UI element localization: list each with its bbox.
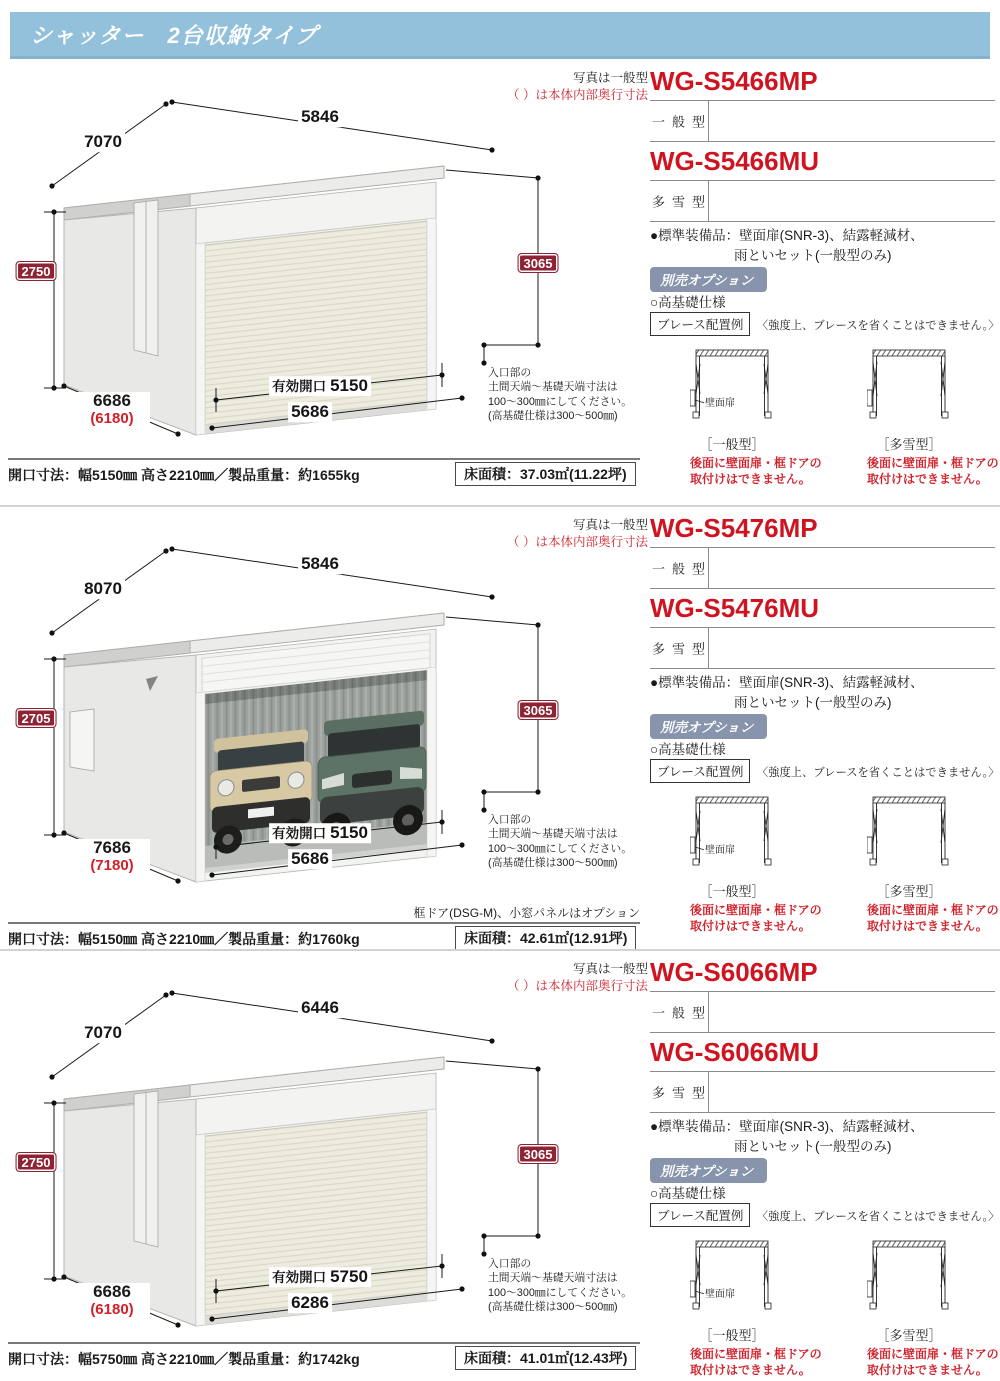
floor-plan-general bbox=[690, 348, 774, 428]
photo-note bbox=[420, 70, 648, 104]
standard-equipment-line2: 雨といセット(一般型のみ) bbox=[734, 247, 892, 263]
brace-diagram-snow bbox=[867, 795, 951, 875]
photo-note-line2: （ ）は本体内部奥行寸法 bbox=[507, 534, 648, 549]
wall-door-label: 壁面扉 bbox=[704, 394, 736, 409]
type-row-general bbox=[650, 547, 995, 589]
sections-container bbox=[0, 60, 1000, 1381]
wall-door-label: 壁面扉 bbox=[704, 1285, 736, 1300]
spec-text: 開口寸法：幅5150㎜ 高さ2210㎜／製品重量：約1760kg bbox=[8, 931, 360, 947]
photo-note-line1: 写真は一般型 bbox=[572, 518, 648, 532]
standard-equipment bbox=[650, 673, 1000, 712]
photo-note bbox=[420, 517, 648, 551]
dimension-right-height: 3065 bbox=[518, 1144, 559, 1164]
diagram-caption-general: ［一般型］ bbox=[699, 884, 765, 899]
dimension-top-width: 5846 bbox=[298, 107, 342, 127]
diagram-caption-snow: ［多雪型］ bbox=[876, 437, 942, 452]
standard-equipment-line1: ●標準装備品：壁面扉(SNR-3)、結露軽減材、 bbox=[650, 228, 924, 243]
standard-equipment-line2: 雨といセット(一般型のみ) bbox=[734, 1138, 892, 1154]
type-row-general bbox=[650, 100, 995, 142]
diagram-caption-snow: ［多雪型］ bbox=[876, 884, 942, 899]
floor-plan-snow bbox=[867, 795, 951, 875]
dimension-bottom-width: 5686 bbox=[288, 402, 332, 422]
diagram-caption-general: ［一般型］ bbox=[699, 437, 765, 452]
type-row-snow bbox=[650, 1071, 995, 1113]
spec-text: 開口寸法：幅5750㎜ 高さ2210㎜／製品重量：約1742kg bbox=[8, 1351, 360, 1367]
model-number-snow: WG-S5466MU bbox=[650, 146, 820, 176]
floor-area-box: 床面積：41.01㎡(12.43坪) bbox=[455, 1346, 636, 1370]
dimension-effective-opening: 有効開口 5150 bbox=[269, 823, 371, 843]
dimension-bottom-depth: 7686 (7180) bbox=[74, 839, 150, 874]
photo-note-line2: （ ）は本体内部奥行寸法 bbox=[507, 87, 648, 102]
floor-area-box: 床面積：42.61㎡(12.91坪) bbox=[455, 926, 636, 950]
product-section bbox=[0, 949, 1000, 1381]
entrance-note: 入口部の 土間天端～基礎天端寸法は 100～300㎜にしてください。 (高基礎仕様は300～500㎜) bbox=[488, 367, 632, 422]
option-extra-note: 框ドア(DSG-M)、小窓パネルはオプション bbox=[413, 906, 640, 920]
type-row-general bbox=[650, 991, 995, 1033]
brace-row bbox=[650, 312, 1000, 336]
garage-illustration bbox=[0, 951, 650, 1351]
garage-illustration bbox=[0, 507, 650, 907]
dimension-top-width: 5846 bbox=[298, 554, 342, 574]
dimension-bottom-width: 6286 bbox=[288, 1293, 332, 1313]
product-section bbox=[0, 505, 1000, 949]
type-label-snow: 多雪型 bbox=[652, 1085, 713, 1101]
rear-warning-snow: 後面に壁面扉・框ドアの 取付けはできません。 bbox=[867, 1347, 999, 1378]
spec-divider bbox=[8, 1342, 640, 1344]
brace-diagram-general bbox=[690, 348, 774, 428]
model-number-general: WG-S5476MP bbox=[650, 513, 818, 543]
option-badge: 別売オプション bbox=[650, 714, 767, 739]
photo-note-line1: 写真は一般型 bbox=[572, 71, 648, 85]
floor-plan-general bbox=[690, 1239, 774, 1319]
diagram-caption-snow: ［多雪型］ bbox=[876, 1328, 942, 1343]
rear-warning-general: 後面に壁面扉・框ドアの 取付けはできません。 bbox=[690, 456, 822, 487]
floor-area-box: 床面積：37.03㎡(11.22坪) bbox=[455, 462, 636, 486]
floor-plan-general bbox=[690, 795, 774, 875]
brace-title: ブレース配置例 bbox=[650, 312, 750, 336]
type-label-general: 一般型 bbox=[652, 1005, 713, 1021]
page-title: シャッター 2台収納タイプ bbox=[30, 22, 318, 48]
option-item: ○高基礎仕様 bbox=[650, 742, 726, 757]
standard-equipment-line1: ●標準装備品：壁面扉(SNR-3)、結露軽減材、 bbox=[650, 675, 924, 690]
rear-warning-general: 後面に壁面扉・框ドアの 取付けはできません。 bbox=[690, 903, 822, 934]
option-badge: 別売オプション bbox=[650, 267, 767, 292]
garage-illustration bbox=[0, 60, 650, 460]
brace-diagram-general bbox=[690, 1239, 774, 1319]
brace-diagram-general bbox=[690, 795, 774, 875]
standard-equipment-line2: 雨といセット(一般型のみ) bbox=[734, 694, 892, 710]
option-badge: 別売オプション bbox=[650, 1158, 767, 1183]
type-label-general: 一般型 bbox=[652, 114, 713, 130]
type-row-snow bbox=[650, 180, 995, 222]
photo-note bbox=[420, 961, 648, 995]
dimension-depth: 8070 bbox=[81, 579, 125, 599]
entrance-note: 入口部の 土間天端～基礎天端寸法は 100～300㎜にしてください。 (高基礎仕様は300～500㎜) bbox=[488, 814, 632, 869]
model-number-general: WG-S5466MP bbox=[650, 66, 818, 96]
brace-diagram-snow bbox=[867, 348, 951, 428]
brace-diagram-snow bbox=[867, 1239, 951, 1319]
spec-text: 開口寸法：幅5150㎜ 高さ2210㎜／製品重量：約1655kg bbox=[8, 467, 360, 483]
page-header bbox=[10, 12, 990, 59]
dimension-left-height: 2750 bbox=[16, 1152, 57, 1172]
floor-plan-snow bbox=[867, 348, 951, 428]
brace-title: ブレース配置例 bbox=[650, 759, 750, 783]
dimension-left-height: 2705 bbox=[16, 708, 57, 728]
model-number-snow: WG-S5476MU bbox=[650, 593, 820, 623]
type-label-snow: 多雪型 bbox=[652, 641, 713, 657]
dimension-depth: 7070 bbox=[81, 132, 125, 152]
dimension-depth: 7070 bbox=[81, 1023, 125, 1043]
type-row-snow bbox=[650, 627, 995, 669]
side-window-panel bbox=[70, 709, 94, 771]
dimension-effective-opening: 有効開口 5750 bbox=[269, 1267, 371, 1287]
dimension-right-height: 3065 bbox=[518, 253, 559, 273]
brace-note: 〈強度上、ブレースを省くことはできません。〉 bbox=[756, 1211, 1000, 1223]
standard-equipment-line1: ●標準装備品：壁面扉(SNR-3)、結露軽減材、 bbox=[650, 1119, 924, 1134]
photo-note-line2: （ ）は本体内部奥行寸法 bbox=[507, 978, 648, 993]
brace-note: 〈強度上、ブレースを省くことはできません。〉 bbox=[756, 320, 1000, 332]
dimension-top-width: 6446 bbox=[298, 998, 342, 1018]
brace-row bbox=[650, 1203, 1000, 1227]
spec-divider bbox=[8, 922, 640, 924]
rear-warning-snow: 後面に壁面扉・框ドアの 取付けはできません。 bbox=[867, 903, 999, 934]
model-number-snow: WG-S6066MU bbox=[650, 1037, 820, 1067]
model-number-general: WG-S6066MP bbox=[650, 957, 818, 987]
rear-warning-general: 後面に壁面扉・框ドアの 取付けはできません。 bbox=[690, 1347, 822, 1378]
entrance-note: 入口部の 土間天端～基礎天端寸法は 100～300㎜にしてください。 (高基礎仕様は300～500㎜) bbox=[488, 1258, 632, 1313]
wall-door-label: 壁面扉 bbox=[704, 841, 736, 856]
diagram-caption-general: ［一般型］ bbox=[699, 1328, 765, 1343]
rear-warning-snow: 後面に壁面扉・框ドアの 取付けはできません。 bbox=[867, 456, 999, 487]
type-label-general: 一般型 bbox=[652, 561, 713, 577]
product-section bbox=[0, 60, 1000, 505]
floor-plan-snow bbox=[867, 1239, 951, 1319]
option-item: ○高基礎仕様 bbox=[650, 1186, 726, 1201]
dimension-left-height: 2750 bbox=[16, 261, 57, 281]
spec-divider bbox=[8, 458, 640, 460]
brace-row bbox=[650, 759, 1000, 783]
photo-note-line1: 写真は一般型 bbox=[572, 962, 648, 976]
brace-note: 〈強度上、ブレースを省くことはできません。〉 bbox=[756, 767, 1000, 779]
dimension-bottom-depth: 6686 (6180) bbox=[74, 1283, 150, 1318]
standard-equipment bbox=[650, 226, 1000, 265]
dimension-right-height: 3065 bbox=[518, 700, 559, 720]
dimension-bottom-depth: 6686 (6180) bbox=[74, 392, 150, 427]
dimension-bottom-width: 5686 bbox=[288, 849, 332, 869]
standard-equipment bbox=[650, 1117, 1000, 1156]
type-label-snow: 多雪型 bbox=[652, 194, 713, 210]
option-item: ○高基礎仕様 bbox=[650, 295, 726, 310]
dimension-effective-opening: 有効開口 5150 bbox=[269, 376, 371, 396]
brace-title: ブレース配置例 bbox=[650, 1203, 750, 1227]
